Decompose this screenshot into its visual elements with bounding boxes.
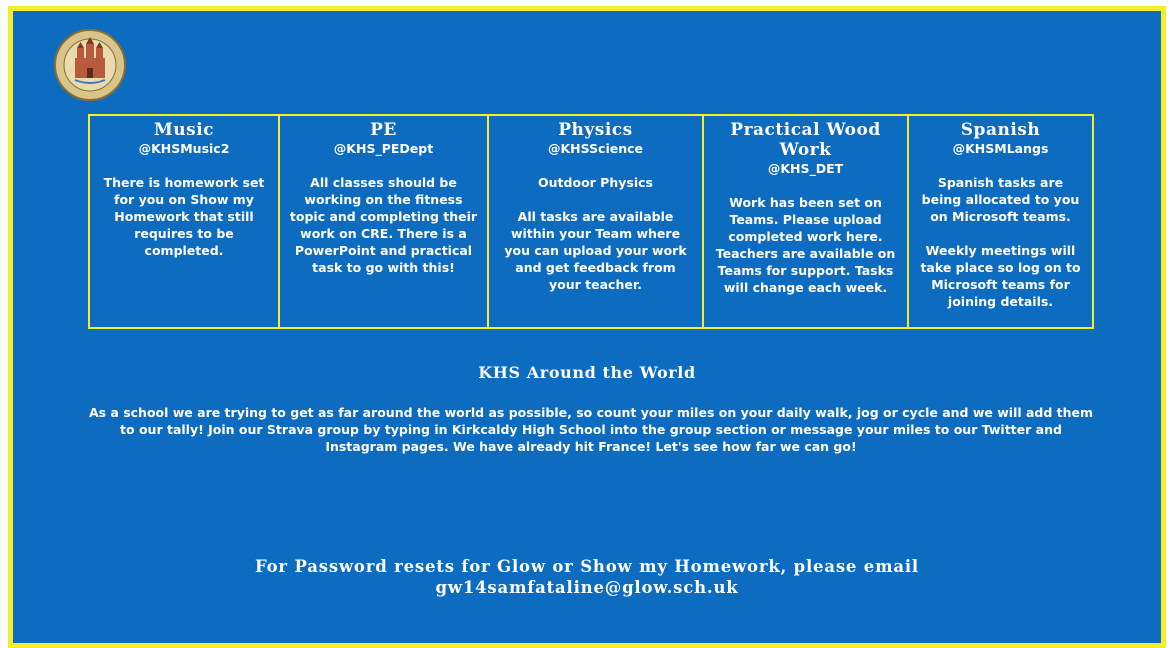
subject-handle: @KHSScience [547, 141, 644, 156]
password-reset-email: gw14samfataline@glow.sch.uk [435, 578, 739, 597]
subject-cell-practical-wood-work [704, 116, 909, 327]
slide [8, 6, 1166, 648]
world-section-title: KHS Around the World [478, 363, 696, 382]
subject-body: Work has been set on Teams. Please upload completed work here. Teachers are available on Teams for support. Tasks will change each week. [715, 195, 896, 295]
subject-title: Physics [558, 120, 633, 140]
subject-title: Practical Wood Work [730, 120, 881, 160]
password-reset-text: For Password resets for Glow or Show my Homework, please email [255, 557, 919, 576]
subject-cell-music [90, 116, 280, 327]
subject-cell-pe [280, 116, 489, 327]
subject-title: PE [370, 120, 397, 140]
subject-title: Spanish [960, 120, 1041, 140]
subject-handle: @KHSMLangs [952, 141, 1049, 156]
subject-body: All classes should be working on the fitness topic and completing their work on CRE. There is a PowerPoint and practical task to go with this! [289, 175, 478, 275]
subject-handle: @KHS_PEDept [333, 141, 434, 156]
subject-body: Outdoor Physics All tasks are available within your Team where you can upload your work and get feedback from your teacher. [504, 175, 687, 292]
subject-handle: @KHSMusic2 [138, 141, 230, 156]
subject-table [88, 114, 1094, 329]
subject-body: Spanish tasks are being allocated to you on Microsoft teams. Weekly meetings will take place so log on to Microsoft teams for joining details. [920, 175, 1081, 309]
school-crest-icon [53, 28, 127, 102]
subject-title: Music [153, 120, 215, 140]
subject-handle: @KHS_DET [767, 161, 844, 176]
password-reset-footer [13, 556, 1161, 598]
subject-cell-physics [489, 116, 704, 327]
world-section-body: As a school we are trying to get as far around the world as possible, so count your miles on your daily walk, jog or cycle and we will add them to our tally! Join our Strava group by typing in Kirkcaldy High School into the group section or message your miles to our Twitter and Instagram pages. We have already hit France! Let's see how far we can go! [88, 405, 1094, 454]
subject-cell-spanish [909, 116, 1092, 327]
subject-body: There is homework set for you on Show my Homework that still requires to be completed. [103, 175, 265, 258]
